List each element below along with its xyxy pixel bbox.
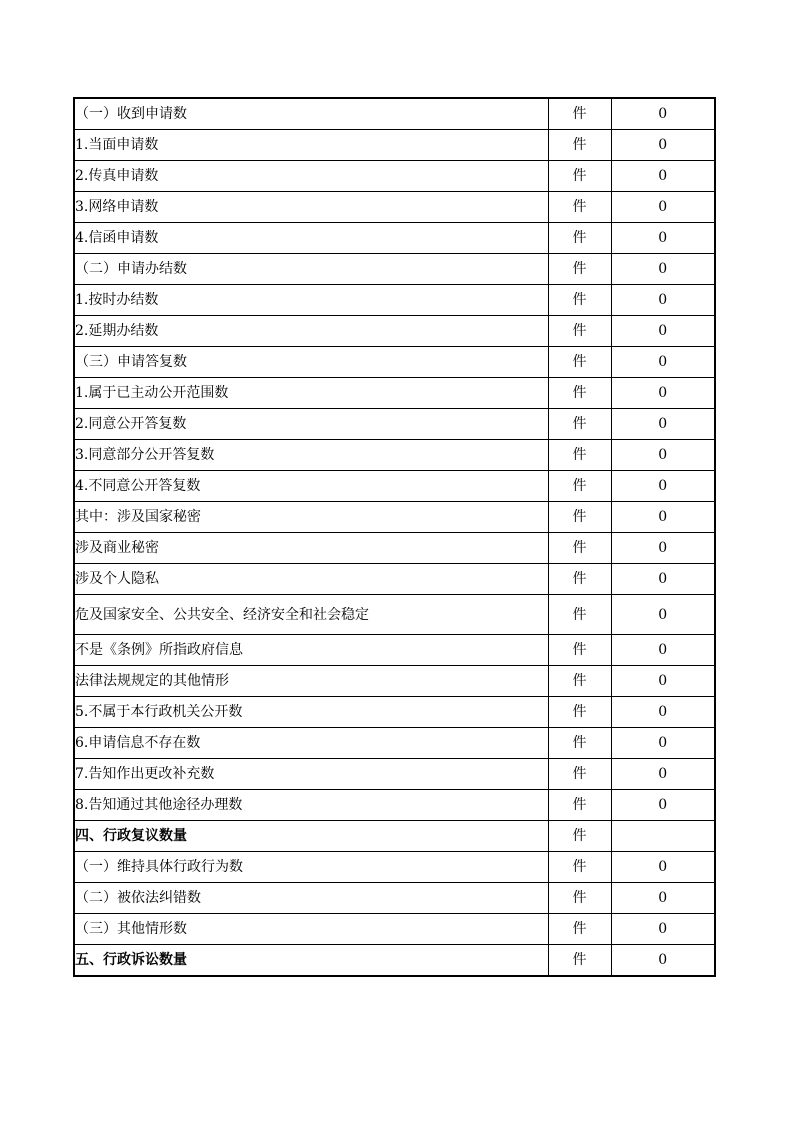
row-label: 1.按时办结数 xyxy=(74,285,548,316)
row-value: 0 xyxy=(611,409,715,440)
row-value: 0 xyxy=(611,697,715,728)
row-unit: 件 xyxy=(548,697,611,728)
row-unit: 件 xyxy=(548,471,611,502)
row-label: 8.告知通过其他途径办理数 xyxy=(74,790,548,821)
table-row-info-not-exist xyxy=(74,728,715,759)
row-unit: 件 xyxy=(548,914,611,945)
table-row-admin-review xyxy=(74,821,715,852)
row-value: 0 xyxy=(611,378,715,409)
row-unit: 件 xyxy=(548,790,611,821)
row-value: 0 xyxy=(611,759,715,790)
row-label: （一）收到申请数 xyxy=(74,98,548,130)
row-label: 3.网络申请数 xyxy=(74,192,548,223)
table-row-admin-litigation xyxy=(74,945,715,977)
table-row-on-time xyxy=(74,285,715,316)
row-value: 0 xyxy=(611,666,715,697)
row-label: 五、行政诉讼数量 xyxy=(74,945,548,977)
row-value: 0 xyxy=(611,161,715,192)
row-value: 0 xyxy=(611,728,715,759)
table-row-national-security xyxy=(74,595,715,635)
table-row-disagree-public xyxy=(74,471,715,502)
table-row-state-secret xyxy=(74,502,715,533)
row-value: 0 xyxy=(611,852,715,883)
row-unit: 件 xyxy=(548,759,611,790)
row-label: 5.不属于本行政机关公开数 xyxy=(74,697,548,728)
row-unit: 件 xyxy=(548,945,611,977)
table-row-upheld xyxy=(74,852,715,883)
table-row-in-person xyxy=(74,130,715,161)
row-unit: 件 xyxy=(548,347,611,378)
row-value: 0 xyxy=(611,471,715,502)
table-row-replied xyxy=(74,347,715,378)
statistics-table-body xyxy=(74,98,715,976)
row-label: （二）申请办结数 xyxy=(74,254,548,285)
row-label: 法律法规规定的其他情形 xyxy=(74,666,548,697)
row-value: 0 xyxy=(611,192,715,223)
table-row-already-public xyxy=(74,378,715,409)
table-row-not-gov-info xyxy=(74,635,715,666)
row-unit: 件 xyxy=(548,409,611,440)
row-value: 0 xyxy=(611,98,715,130)
row-label: 2.延期办结数 xyxy=(74,316,548,347)
row-value: 0 xyxy=(611,347,715,378)
table-row-extended xyxy=(74,316,715,347)
row-value: 0 xyxy=(611,502,715,533)
row-value xyxy=(611,821,715,852)
row-value: 0 xyxy=(611,316,715,347)
row-value: 0 xyxy=(611,564,715,595)
table-row-business-secret xyxy=(74,533,715,564)
row-label: 危及国家安全、公共安全、经济安全和社会稳定 xyxy=(74,595,548,635)
table-row-online xyxy=(74,192,715,223)
row-unit: 件 xyxy=(548,130,611,161)
row-unit: 件 xyxy=(548,223,611,254)
statistics-table xyxy=(73,97,716,977)
row-label: 四、行政复议数量 xyxy=(74,821,548,852)
row-unit: 件 xyxy=(548,852,611,883)
row-label: （一）维持具体行政行为数 xyxy=(74,852,548,883)
row-value: 0 xyxy=(611,254,715,285)
table-row-agree-public xyxy=(74,409,715,440)
row-label: 2.传真申请数 xyxy=(74,161,548,192)
row-label: （三）其他情形数 xyxy=(74,914,548,945)
table-row-privacy xyxy=(74,564,715,595)
row-unit: 件 xyxy=(548,254,611,285)
row-label: 1.当面申请数 xyxy=(74,130,548,161)
row-unit: 件 xyxy=(548,821,611,852)
row-label: 2.同意公开答复数 xyxy=(74,409,548,440)
row-value: 0 xyxy=(611,883,715,914)
row-label: 3.同意部分公开答复数 xyxy=(74,440,548,471)
row-value: 0 xyxy=(611,790,715,821)
row-value: 0 xyxy=(611,595,715,635)
row-unit: 件 xyxy=(548,161,611,192)
table-row-other-legal xyxy=(74,666,715,697)
table-row-completed xyxy=(74,254,715,285)
row-value: 0 xyxy=(611,440,715,471)
table-row-amend-supplement xyxy=(74,759,715,790)
table-row-fax xyxy=(74,161,715,192)
row-unit: 件 xyxy=(548,533,611,564)
row-label: 涉及商业秘密 xyxy=(74,533,548,564)
row-unit: 件 xyxy=(548,285,611,316)
row-value: 0 xyxy=(611,635,715,666)
row-unit: 件 xyxy=(548,564,611,595)
row-unit: 件 xyxy=(548,595,611,635)
row-label: 4.不同意公开答复数 xyxy=(74,471,548,502)
row-label: 不是《条例》所指政府信息 xyxy=(74,635,548,666)
table-row-corrected xyxy=(74,883,715,914)
row-value: 0 xyxy=(611,914,715,945)
row-value: 0 xyxy=(611,945,715,977)
row-label: 4.信函申请数 xyxy=(74,223,548,254)
row-value: 0 xyxy=(611,130,715,161)
row-value: 0 xyxy=(611,285,715,316)
row-unit: 件 xyxy=(548,502,611,533)
row-unit: 件 xyxy=(548,728,611,759)
row-label: 其中：涉及国家秘密 xyxy=(74,502,548,533)
row-unit: 件 xyxy=(548,316,611,347)
row-unit: 件 xyxy=(548,440,611,471)
row-value: 0 xyxy=(611,223,715,254)
table-row-partial-public xyxy=(74,440,715,471)
row-label: 涉及个人隐私 xyxy=(74,564,548,595)
row-unit: 件 xyxy=(548,883,611,914)
row-label: （二）被依法纠错数 xyxy=(74,883,548,914)
row-unit: 件 xyxy=(548,666,611,697)
table-row-not-this-agency xyxy=(74,697,715,728)
row-value: 0 xyxy=(611,533,715,564)
table-row-letter xyxy=(74,223,715,254)
row-label: 1.属于已主动公开范围数 xyxy=(74,378,548,409)
row-label: 6.申请信息不存在数 xyxy=(74,728,548,759)
row-unit: 件 xyxy=(548,378,611,409)
table-row-other-cases xyxy=(74,914,715,945)
row-label: 7.告知作出更改补充数 xyxy=(74,759,548,790)
table-row-other-channels xyxy=(74,790,715,821)
row-label: （三）申请答复数 xyxy=(74,347,548,378)
table-row-received xyxy=(74,98,715,130)
row-unit: 件 xyxy=(548,98,611,130)
row-unit: 件 xyxy=(548,635,611,666)
row-unit: 件 xyxy=(548,192,611,223)
